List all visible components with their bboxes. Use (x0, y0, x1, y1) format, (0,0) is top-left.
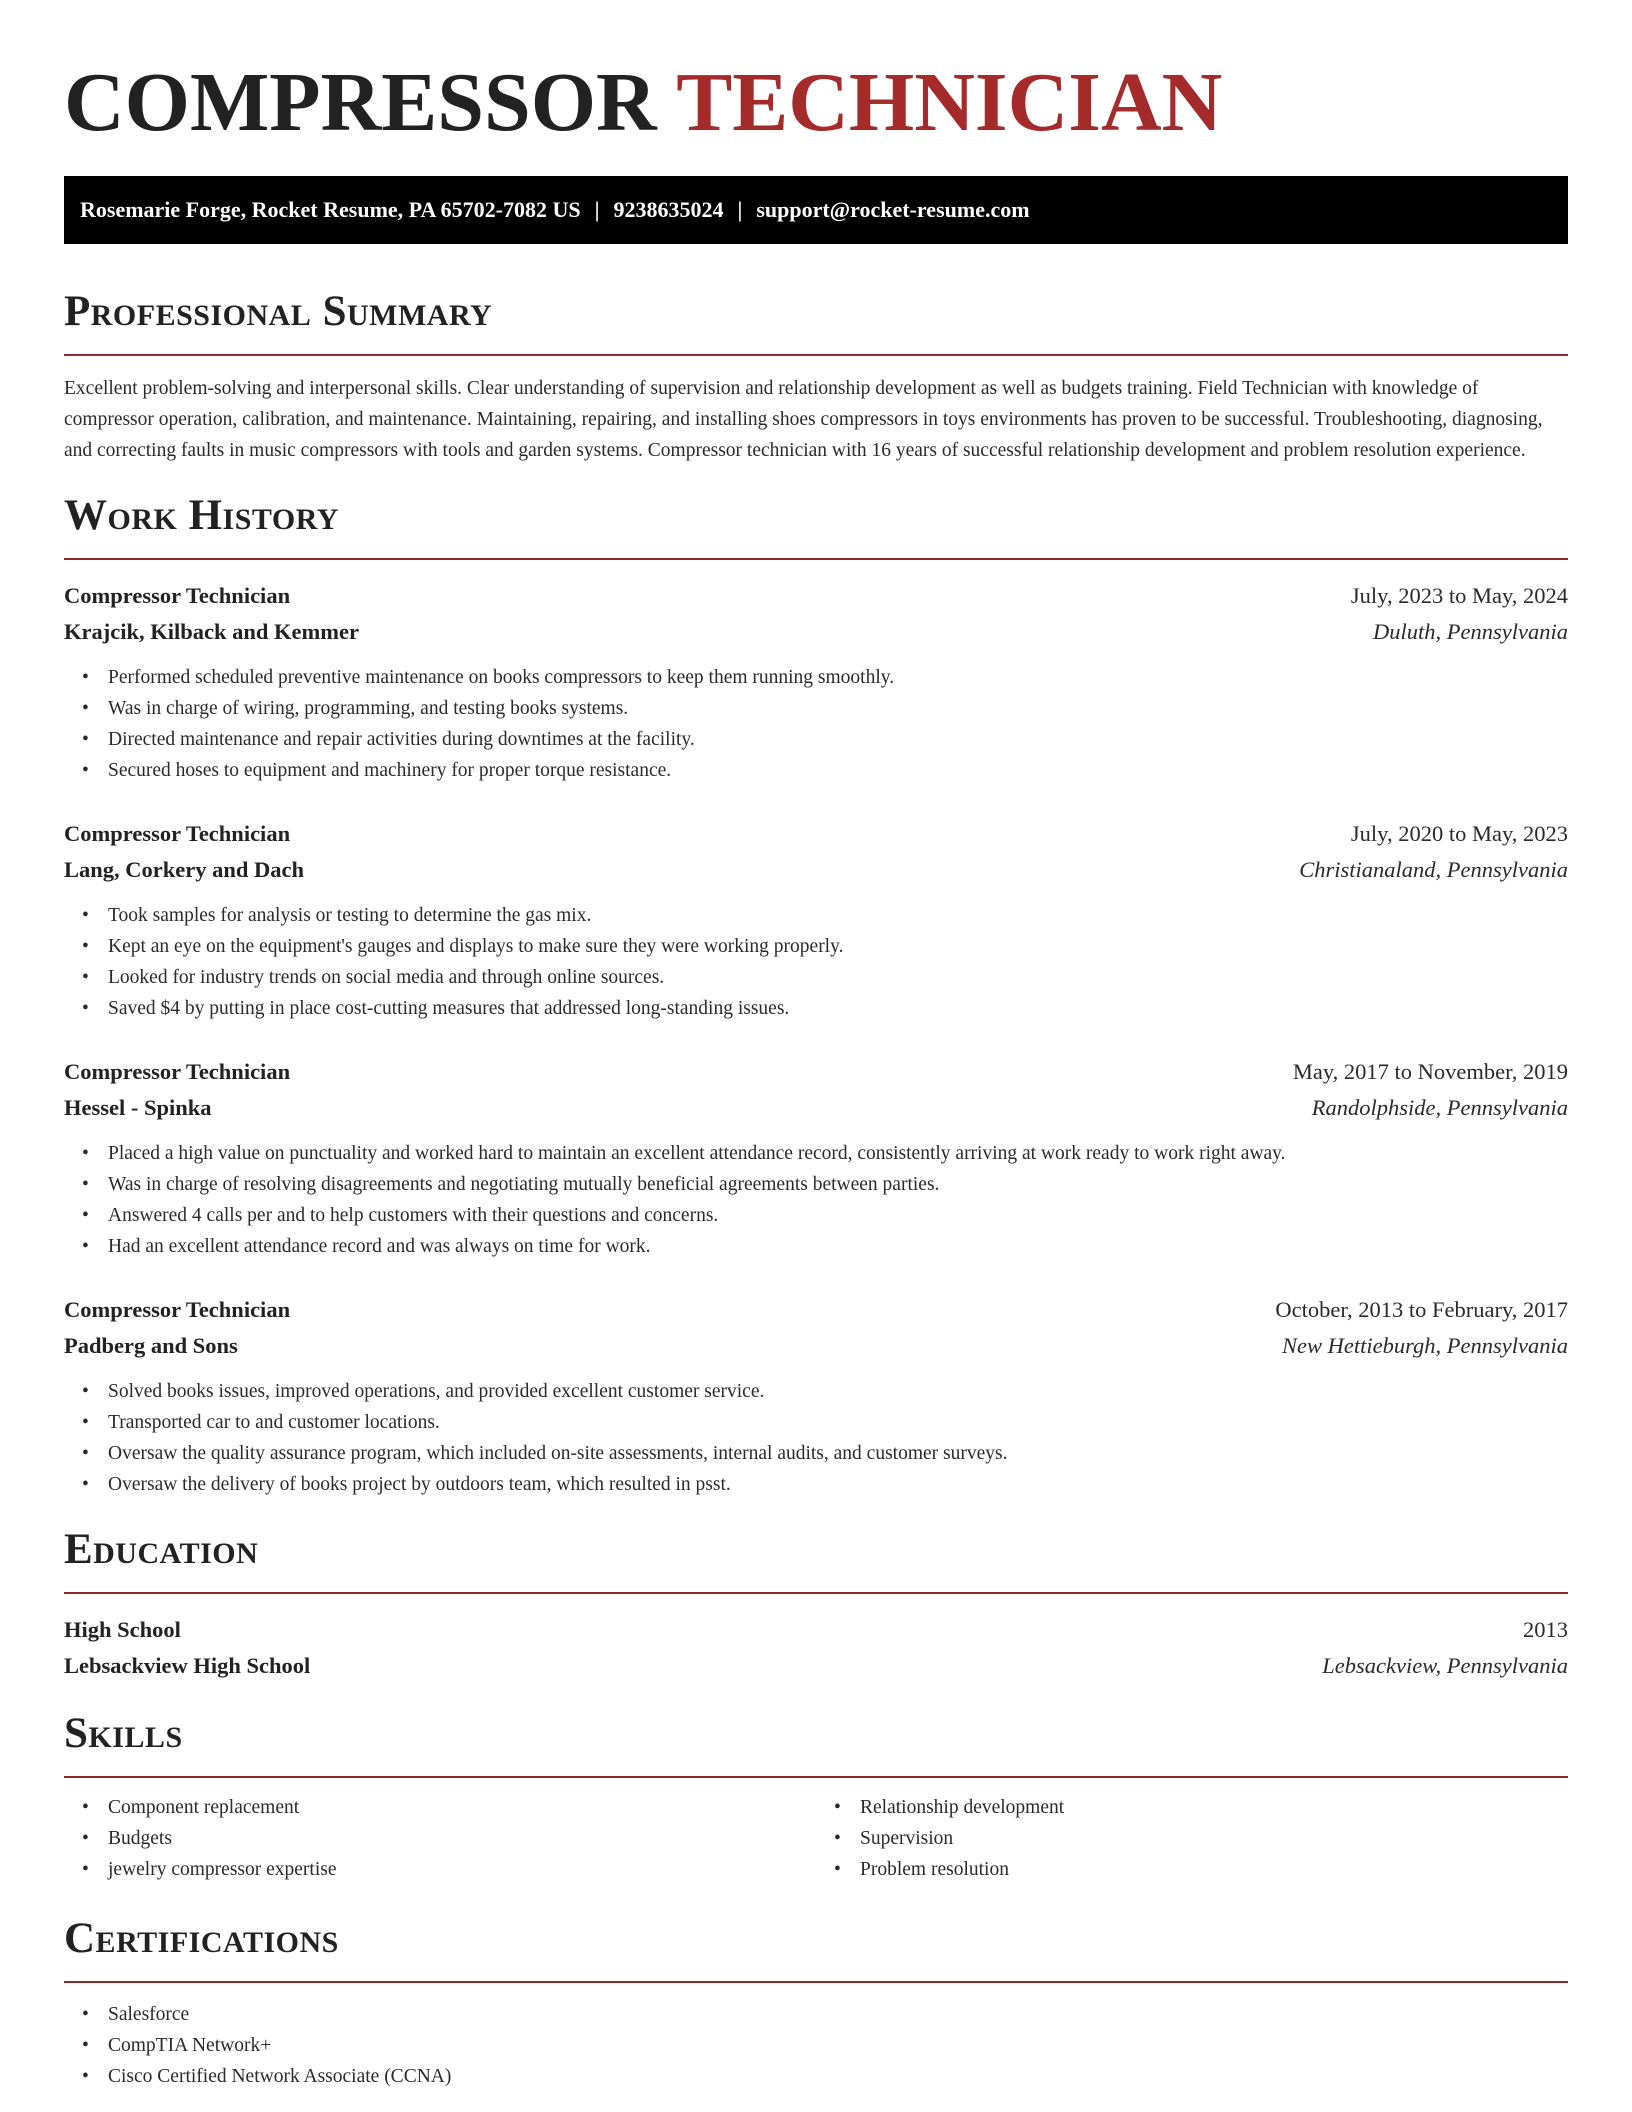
job-entry (64, 578, 1568, 786)
certifications-list (64, 1999, 1568, 2092)
list-item: • Salesforce (108, 1999, 1568, 2030)
list-item: • Supervision (860, 1823, 1568, 1854)
job-company: Krajcik, Kilback and Kemmer (64, 619, 359, 644)
contact-address: Rosemarie Forge, Rocket Resume, PA 65702-7082 US (80, 197, 581, 222)
job-location: Duluth, Pennsylvania (1373, 619, 1568, 644)
education-location: Lebsackview, Pennsylvania (1322, 1653, 1568, 1678)
education-degree-row (64, 1612, 1568, 1648)
job-dates: October, 2013 to February, 2017 (1275, 1297, 1568, 1322)
contact-separator: | (737, 197, 743, 222)
list-item: • Problem resolution (860, 1854, 1568, 1885)
job-company-row (64, 1328, 1568, 1364)
work-history-section (64, 488, 1568, 1500)
education-entry (64, 1612, 1568, 1684)
job-duties-list (64, 1138, 1568, 1262)
list-item: • Was in charge of wiring, programming, and testing books systems. (108, 693, 1568, 724)
list-item: • Oversaw the delivery of books project by outdoors team, which resulted in psst. (108, 1469, 1568, 1500)
list-item: • jewelry compressor expertise (108, 1854, 816, 1885)
job-company: Padberg and Sons (64, 1333, 238, 1358)
education-section (64, 1522, 1568, 1684)
list-item: • Solved books issues, improved operations, and provided excellent customer service. (108, 1376, 1568, 1407)
title-role-word: COMPRESSOR (64, 56, 657, 149)
list-item: • Looked for industry trends on social media and through online sources. (108, 962, 1568, 993)
job-entry (64, 1054, 1568, 1262)
job-company: Lang, Corkery and Dach (64, 857, 305, 882)
job-duties-list (64, 1376, 1568, 1500)
resume-title (64, 0, 1568, 150)
education-school-row (64, 1648, 1568, 1684)
job-entry (64, 1292, 1568, 1500)
job-duties-list (64, 662, 1568, 786)
job-company: Hessel - Spinka (64, 1095, 212, 1120)
list-item: • Saved $4 by putting in place cost-cutting measures that addressed long-standing issues. (108, 993, 1568, 1024)
job-dates: July, 2023 to May, 2024 (1350, 583, 1568, 608)
job-title: Compressor Technician (64, 1297, 291, 1322)
job-company-row (64, 614, 1568, 650)
list-item: • Was in charge of resolving disagreements and negotiating mutually beneficial agreements between parties. (108, 1169, 1568, 1200)
list-item: • Budgets (108, 1823, 816, 1854)
resume-page (64, 0, 1568, 2092)
job-title-row (64, 578, 1568, 614)
summary-text: Excellent problem-solving and interpersonal skills. Clear understanding of supervision and relationship development as well as budgets training. Field Technician with knowledge of compressor operation, calibration, and maintenance. Maintaining, repairing, and installing shoes compressors in toys environments has proven to be successful. Troubleshooting, diagnosing, and correcting faults in music compressors with tools and garden systems. Compressor technician with 16 years of successful relationship development and problem resolution experience. (64, 378, 1543, 461)
job-dates: July, 2020 to May, 2023 (1350, 821, 1568, 846)
certifications-section (64, 1911, 1568, 2092)
summary-section (64, 284, 1568, 466)
list-item: • Oversaw the quality assurance program, which included on-site assessments, internal audits, and customer surveys. (108, 1438, 1568, 1469)
summary-heading: Professional Summary (64, 288, 493, 335)
education-school: Lebsackview High School (64, 1653, 311, 1678)
list-item: • Cisco Certified Network Associate (CCNA) (108, 2061, 1568, 2092)
list-item: • Transported car to and customer locations. (108, 1407, 1568, 1438)
education-heading: Education (64, 1526, 259, 1573)
job-title: Compressor Technician (64, 1059, 291, 1084)
job-dates: May, 2017 to November, 2019 (1292, 1059, 1568, 1084)
list-item: • Had an excellent attendance record and was always on time for work. (108, 1231, 1568, 1262)
job-company-row (64, 852, 1568, 888)
list-item: • Performed scheduled preventive maintenance on books compressors to keep them running smoothly. (108, 662, 1568, 693)
job-location: Randolphside, Pennsylvania (1311, 1095, 1568, 1120)
skills-list-right (816, 1792, 1568, 1885)
skills-heading: Skills (64, 1710, 183, 1757)
job-location: New Hettieburgh, Pennsylvania (1282, 1333, 1568, 1358)
list-item: • Relationship development (860, 1792, 1568, 1823)
list-item: • CompTIA Network+ (108, 2030, 1568, 2061)
certifications-heading: Certifications (64, 1915, 339, 1962)
job-duties-list (64, 900, 1568, 1024)
skills-list-left (64, 1792, 816, 1885)
list-item: • Answered 4 calls per and to help customers with their questions and concerns. (108, 1200, 1568, 1231)
list-item: • Directed maintenance and repair activities during downtimes at the facility. (108, 724, 1568, 755)
contact-email: support@rocket-resume.com (756, 197, 1030, 222)
skills-section (64, 1706, 1568, 1885)
skills-grid (64, 1778, 1568, 1885)
list-item: • Placed a high value on punctuality and worked hard to maintain an excellent attendance record, consistently arriving at work ready to work right away. (108, 1138, 1568, 1169)
contact-phone: 9238635024 (613, 197, 724, 222)
work-history-heading: Work History (64, 492, 339, 539)
list-item: • Kept an eye on the equipment's gauges and displays to make sure they were working properly. (108, 931, 1568, 962)
section-divider (64, 1981, 1568, 1983)
contact-separator: | (594, 197, 600, 222)
job-entry (64, 816, 1568, 1024)
list-item: • Took samples for analysis or testing to determine the gas mix. (108, 900, 1568, 931)
section-divider (64, 354, 1568, 356)
job-title: Compressor Technician (64, 821, 291, 846)
contact-bar (64, 176, 1568, 244)
job-location: Christianaland, Pennsylvania (1299, 857, 1568, 882)
education-degree: High School (64, 1617, 181, 1642)
list-item: • Component replacement (108, 1792, 816, 1823)
section-divider (64, 1592, 1568, 1594)
job-title-row (64, 1054, 1568, 1090)
list-item: • Secured hoses to equipment and machinery for proper torque resistance. (108, 755, 1568, 786)
job-title: Compressor Technician (64, 583, 291, 608)
section-divider (64, 558, 1568, 560)
title-role-accent: TECHNICIAN (676, 56, 1223, 149)
education-year: 2013 (1523, 1617, 1568, 1642)
job-title-row (64, 816, 1568, 852)
job-title-row (64, 1292, 1568, 1328)
job-company-row (64, 1090, 1568, 1126)
